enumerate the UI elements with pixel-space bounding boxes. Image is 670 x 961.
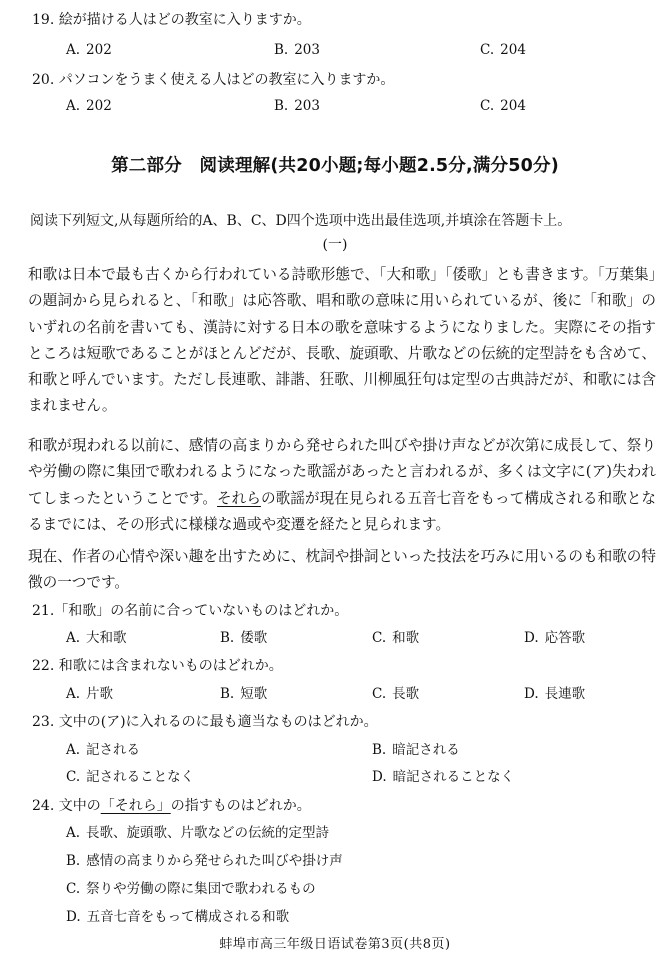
option-text: 片歌	[86, 686, 114, 702]
option-letter: C.	[372, 630, 387, 646]
option-a[interactable]	[66, 629, 127, 647]
option-letter: C.	[480, 98, 495, 114]
option-c[interactable]	[66, 768, 194, 786]
question-21	[32, 601, 348, 621]
question-text: パソコンをうまく使える人はどの教室に入りますか。	[58, 72, 395, 88]
question-number: 22.	[32, 658, 55, 674]
passage-3	[28, 544, 656, 597]
question-text: 「和歌」の名前に合っていないものはどれか。	[54, 603, 349, 619]
option-letter: C.	[66, 881, 81, 897]
option-letter: A.	[66, 742, 81, 758]
option-letter: A.	[66, 98, 81, 114]
option-text: 記されることなく	[86, 769, 195, 785]
option-text: 長連歌	[544, 686, 586, 702]
passage	[28, 262, 656, 420]
paragraph-text: 和歌が現われる以前に、感情の高まりから発せられた叫びや掛け声などが次第に成長して、祭りや労働の際に集団で歌われるようになった歌謡があったと言われるが、多くは文字に(ア)失われてしまったということです。	[28, 437, 656, 507]
option-text: 202	[86, 98, 112, 114]
passage-2	[28, 433, 656, 538]
option-b[interactable]	[220, 685, 267, 703]
option-text: 長歌、旋頭歌、片歌などの伝統的定型詩	[86, 825, 330, 841]
option-letter: D.	[66, 909, 81, 925]
option-letter: D.	[524, 630, 539, 646]
option-d[interactable]	[66, 908, 289, 926]
option-letter: C.	[372, 686, 387, 702]
option-c[interactable]	[480, 97, 526, 115]
option-letter: B.	[66, 853, 81, 869]
passage-number: (一)	[322, 237, 348, 253]
question-text: 和歌には含まれないものはどれか。	[58, 658, 283, 674]
option-c[interactable]	[480, 41, 526, 59]
option-b[interactable]	[372, 741, 460, 759]
question-number: 24.	[32, 798, 55, 814]
option-a[interactable]	[66, 741, 140, 759]
question-text: 絵が描ける人はどの教室に入りますか。	[58, 12, 311, 28]
option-c[interactable]	[66, 880, 316, 898]
option-text: 短歌	[240, 686, 268, 702]
option-letter: C.	[66, 769, 81, 785]
option-text: 暗記される	[392, 742, 460, 758]
option-letter: C.	[480, 42, 495, 58]
question-20	[32, 70, 394, 90]
question-19	[32, 10, 311, 30]
paragraph-text: 和歌は日本で最も古くから行われている詩歌形態で、「大和歌」「倭歌」とも書きます。「万葉集」の題詞から見られると、「和歌」は応答歌、唱和歌の意味に用いられているが、後に「和歌」のいずれの名前を書いても、漢詩に対する日本の歌を意味するようになりました。実際にその指すところは短歌であることがほとんどだが、長歌、旋頭歌、片歌などの伝統的定型詩をも含めて、和歌と呼んでいます。ただし長連歌、誹諧、狂歌、川柳風狂句は定型の古典詩だが、和歌には含まれません。	[28, 266, 656, 415]
option-letter: B.	[220, 686, 235, 702]
option-c[interactable]	[372, 629, 419, 647]
option-text: 204	[500, 98, 526, 114]
option-text: 202	[86, 42, 112, 58]
section-title: 第二部分 阅读理解(共20小题;每小题2.5分,满分50分)	[111, 156, 559, 176]
question-23	[32, 712, 378, 732]
option-text: 暗記されることなく	[392, 769, 515, 785]
option-text: 長歌	[392, 686, 420, 702]
passage-paragraph-1	[28, 262, 656, 420]
option-text: 和歌	[392, 630, 420, 646]
question-number: 21.	[32, 603, 55, 619]
option-text: 感情の高まりから発せられた叫びや掛け声	[86, 853, 343, 869]
question-number: 19.	[32, 12, 55, 28]
option-letter: D.	[524, 686, 539, 702]
option-letter: A.	[66, 825, 81, 841]
option-d[interactable]	[372, 768, 514, 786]
option-c[interactable]	[372, 685, 419, 703]
option-letter: B.	[274, 42, 289, 58]
question-text: の指すものはどれか。	[170, 798, 311, 814]
option-text: 応答歌	[544, 630, 586, 646]
option-d[interactable]	[524, 685, 585, 703]
option-text: 祭りや労働の際に集団で歌われるもの	[86, 881, 316, 897]
question-number: 23.	[32, 714, 55, 730]
option-a[interactable]	[66, 97, 112, 115]
question-number: 20.	[32, 72, 55, 88]
option-b[interactable]	[66, 852, 343, 870]
option-d[interactable]	[524, 629, 585, 647]
option-b[interactable]	[220, 629, 267, 647]
question-24	[32, 796, 311, 816]
option-b[interactable]	[274, 97, 320, 115]
option-text: 203	[294, 98, 320, 114]
underlined-phrase: それら	[217, 489, 261, 507]
option-a[interactable]	[66, 824, 329, 842]
option-text: 大和歌	[86, 630, 127, 646]
option-a[interactable]	[66, 41, 112, 59]
option-letter: B.	[220, 630, 235, 646]
option-letter: D.	[372, 769, 387, 785]
option-letter: A.	[66, 686, 81, 702]
option-text: 五音七音をもって構成される和歌	[86, 909, 290, 925]
passage-paragraph-2	[28, 433, 656, 538]
question-22	[32, 656, 283, 676]
option-letter: B.	[274, 98, 289, 114]
question-text: 文中の(ア)に入れるのに最も適当なものはどれか。	[58, 714, 378, 730]
option-text: 204	[500, 42, 526, 58]
option-a[interactable]	[66, 685, 113, 703]
paragraph-text: の歌謡が現在見られる五音七音をもって構成される和歌となるまでには、その形式に様様な過或や変遷を経たと見られます。	[28, 489, 656, 533]
passage-paragraph-3	[28, 544, 656, 597]
option-text: 倭歌	[240, 630, 268, 646]
paragraph-text: 現在、作者の心情や深い趣を出すために、枕詞や掛詞といった技法を巧みに用いるのも和歌の特徴の一つです。	[28, 548, 656, 592]
option-text: 記される	[86, 742, 141, 758]
option-letter: A.	[66, 630, 81, 646]
page-footer: 蚌埠市高三年级日语试卷第3页(共8页)	[219, 937, 451, 952]
option-b[interactable]	[274, 41, 320, 59]
option-letter: B.	[372, 742, 387, 758]
question-text: 文中の	[58, 798, 101, 814]
underlined-phrase: 「それら」	[100, 798, 171, 814]
instructions: 阅读下列短文,从每题所给的A、B、C、D四个选项中选出最佳选项,并填涂在答题卡上。	[30, 213, 572, 229]
option-text: 203	[294, 42, 320, 58]
option-letter: A.	[66, 42, 81, 58]
